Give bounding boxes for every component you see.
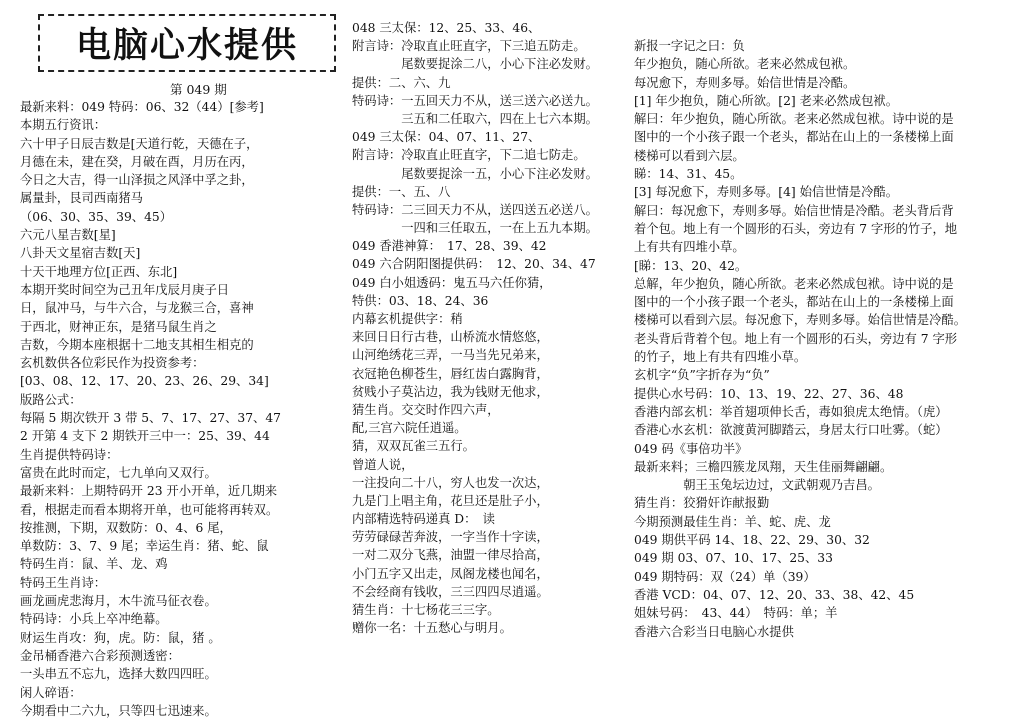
text-line: 附言诗：冷取直止旺直字，下二追七防走。 — [352, 148, 586, 163]
text-line: 睇：14、31、45。 — [634, 167, 743, 182]
column-right-lines — [634, 37, 966, 641]
text-line: 楼梯可以看到六层。每况愈下，寿则多辱。始信世情是冷酷。 — [634, 313, 967, 328]
text-line: 不会经商有钱收，三三四四尽逍遥。 — [352, 584, 549, 599]
text-line: 香港内部玄机：举首翅项伸长舌，毒如狼虎太绝情。（虎） — [634, 404, 948, 419]
text-line: 每况愈下，寿则多辱。始信世情是冷酷。 — [634, 75, 856, 90]
text-line: 解曰：每况愈下，寿则多辱。始信世情是冷酷。老头背后背 — [634, 203, 954, 218]
text-line: 玄机字“负”字折存为“负” — [634, 368, 770, 383]
text-line: 最新来料：049 特码：06、32（44）[参考] — [20, 100, 264, 114]
text-line: 今期看中二六九，只等四七迅速来。 — [20, 703, 217, 718]
text-line: 十天干地理方位[正西、东北] — [20, 264, 178, 279]
text-line: 最新来料：上期特码开 23 开小开单，近几期来 — [20, 484, 278, 499]
text-line: 049 码《事倍功半》 — [634, 441, 748, 456]
text-line: 一四和三任取五，一在上五九本期。 — [352, 221, 598, 236]
text-line: 049 期供平码 14、18、22、29、30、32 — [634, 533, 870, 548]
text-line: 049 三太保：04、07、11、27、 — [352, 130, 541, 145]
text-line: 特码生肖：鼠、羊、龙、鸡 — [20, 557, 168, 572]
text-line: 香港六合彩当日电脑心水提供 — [634, 624, 794, 639]
text-line: 尾数要捉涂二八，小心下注必发财。 — [352, 57, 598, 72]
text-line: 六元八星吉数[星] — [20, 228, 116, 243]
text-line: [03、08、12、17、20、23、26、29、34] — [20, 374, 269, 389]
text-line: （06、30、35、39、45） — [20, 209, 173, 224]
text-line: 049 期 03、07、10、17、25、33 — [634, 551, 833, 566]
text-line: 猜生肖：狡猾奸诈献报勤 — [634, 496, 770, 511]
text-line: 三五和二任取六，四在上七六本期。 — [352, 111, 598, 126]
text-line: 内部精选特码递真 D： 读 — [352, 512, 495, 527]
text-line: 山河绝绣花三弄，一马当先兄弟来， — [352, 348, 549, 363]
page-title: 电脑心水提供 — [75, 26, 298, 66]
text-line: 朝王玉兔坛边过，文武朝观乃吉昌。 — [634, 478, 880, 493]
text-line: 看，根据走而看本期将开单，也可能将再转双。 — [20, 502, 279, 517]
text-line: 特码诗：小兵上卒冲绝幕。 — [20, 612, 168, 627]
text-line: 本期五行资讯： — [20, 118, 107, 133]
text-line: 姐妹号码： 43、44） 特码：单；羊 — [634, 606, 838, 621]
text-line: 最新来料；三檐四簇龙凤翔，天生佳丽舞翩翩。 — [634, 459, 893, 474]
text-line: 提供心水号码：10、13、19、22、27、36、48 — [634, 386, 904, 401]
text-line: 今日之大吉，得一山泽损之风泽中孚之卦， — [20, 173, 254, 188]
text-line: 猜，双双瓦雀三五行。 — [352, 439, 475, 454]
text-line: 八卦天文星宿吉数[天] — [20, 246, 141, 261]
text-line: 猜生肖：十七杨花三三字。 — [352, 603, 500, 617]
text-line: 老头背后背着个包。地上有一个圆形的石头，旁边有 7 字形 — [634, 331, 958, 346]
text-line: 新报一字记之曰：负 — [634, 39, 745, 53]
text-line: 小门五字又出走，凤阁龙楼也闻名， — [352, 566, 549, 581]
text-line: 六十甲子日辰吉数是[天道行乾，天德在子， — [20, 136, 259, 151]
text-line: 一注投向二十八，穷人也发一次达， — [352, 475, 549, 490]
text-line: 特码诗：二三回天力不从，送四送五必送八。 — [352, 202, 598, 217]
text-line: 吉数，今期本座根据十二地支其相生相克的 — [20, 337, 254, 352]
column-middle-lines — [352, 19, 598, 637]
text-line: 生肖提供特码诗： — [20, 447, 119, 462]
text-line: 尾数要捉涂一五，小心下注必发财。 — [352, 166, 598, 181]
text-line: 猜生肖。交交时作四六声， — [352, 402, 500, 417]
text-line: 提供：一、五、八 — [352, 184, 451, 199]
text-line: 049 香港神算： 17、28、39、42 — [352, 239, 547, 254]
text-line: 闲人碎语： — [20, 685, 82, 700]
text-line: 曾道人说， — [352, 457, 414, 472]
text-line: 特码王生肖诗： — [20, 575, 107, 590]
text-line: 楼梯可以看到六层。 — [634, 148, 745, 163]
text-line: 一头串五不忘九，选择大数四四旺。 — [20, 667, 217, 682]
text-line: 属量卦，艮司西南猪马 — [20, 191, 143, 206]
text-line: 内幕玄机提供字：稍 — [352, 312, 463, 326]
text-line: 香港 VCD：04、07、12、20、33、38、42、45 — [634, 587, 915, 602]
text-line: [睇：13、20、42。 — [634, 258, 748, 273]
text-line: 衣冠艳色柳苍生，唇红齿白露胸背， — [352, 366, 549, 381]
text-line: 按推测，下期，双数防：0、4、6 尾， — [20, 520, 232, 535]
title-box — [38, 14, 336, 72]
text-line: 048 三太保：12、25、33、46、 — [352, 21, 541, 35]
text-line: 2 开第 4 支下 2 期铁开三中一：25、39、44 — [20, 429, 270, 444]
text-line: 附言诗：冷取直止旺直字，下三追五防走。 — [352, 39, 586, 54]
text-line: 贫贱小子莫沾边，我为钱财无他求， — [352, 384, 549, 399]
text-line: 049 白小姐透码：鬼五马六任你猜， — [352, 275, 552, 290]
text-line: 配,三宫六院任逍遥。 — [352, 421, 467, 436]
text-line: 图中的一个小孩子跟一个老头，都站在山上的一条楼梯上面 — [634, 130, 954, 145]
text-line: 解曰：年少抱负，随心所欲。老来必然成包袱。诗中说的是 — [634, 112, 954, 127]
text-line: 单数防：3、7、9 尾；幸运生肖：猪、蛇、鼠 — [20, 539, 269, 554]
text-line: 一对二双分飞燕，油盟一律尽拾高， — [352, 548, 549, 563]
text-line: 于西北，财神正东，是猪马鼠生肖之 — [20, 319, 217, 334]
text-line: 富贵在此时而定，七九单向又双行。 — [20, 465, 217, 480]
text-line: 来回日日行古巷，山桥流水情悠悠， — [352, 330, 549, 345]
text-line: 年少抱负，随心所欲。老来必然成包袱。 — [634, 57, 856, 72]
text-line: 劳劳碌碌苦奔波，一字当作十字读， — [352, 530, 549, 545]
text-line: [1] 年少抱负，随心所欲。[2] 老来必然成包袱。 — [634, 93, 898, 108]
text-line: 每隔 5 期次铁开 3 带 5、7、17、27、37、47 — [20, 411, 281, 426]
text-line: 提供：二、六、九 — [352, 75, 451, 90]
text-line: 玄机数供各位彩民作为投资参考： — [20, 356, 205, 371]
text-line: 049 期特码：双（24）单（39） — [634, 569, 816, 584]
text-line: 的竹子，地上有共有四堆小草。 — [634, 350, 807, 365]
text-line: 版路公式： — [20, 392, 82, 407]
issue-number: 第 049 期 — [170, 82, 227, 97]
text-line: 图中的一个小孩子跟一个老头，都站在山上的一条楼梯上面 — [634, 295, 954, 310]
text-line: 特供：03、18、24、36 — [352, 293, 489, 308]
text-line: 总解，年少抱负，随心所欲。老来必然成包袱。诗中说的是 — [634, 276, 954, 291]
text-line: 日，鼠冲马，与牛六合，与龙猴三合，喜神 — [20, 301, 254, 316]
text-line: 着个包。地上有一个圆形的石头，旁边有 7 字形的竹子，地 — [634, 221, 958, 236]
text-line: 今期预测最佳生肖：羊、蛇、虎、龙 — [634, 514, 831, 529]
text-line: 财运生肖攻：狗，虎。防：鼠，猪 。 — [20, 630, 221, 645]
text-line: 上有共有四堆小草。 — [634, 240, 745, 255]
text-line: 049 六合阴阳图提供码： 12、20、34、47 — [352, 257, 596, 272]
text-line: 本期开奖时间空为己丑年戊辰月庚子日 — [20, 282, 230, 297]
text-line: 金吊桶香港六合彩预测透密： — [20, 648, 180, 663]
text-line: 九是门上唱主角，花旦还是肚子小， — [352, 493, 549, 508]
column-left-lines — [20, 98, 281, 720]
text-line: 赠你一名：十五愁心与明月。 — [352, 621, 512, 636]
text-line: [3] 每况愈下，寿则多辱。[4] 始信世情是冷酷。 — [634, 185, 898, 200]
text-line: 特码诗：一五回天力不从，送三送六必送九。 — [352, 93, 598, 108]
text-line: 月德在未，建在癸，月破在酉，月历在丙， — [20, 154, 254, 169]
text-line: 香港心水玄机：欲渡黄河脚踏云，身居太行口吐雾。（蛇） — [634, 423, 948, 438]
text-line: 画龙画虎悲海月，木牛流马征衣卷。 — [20, 594, 217, 609]
